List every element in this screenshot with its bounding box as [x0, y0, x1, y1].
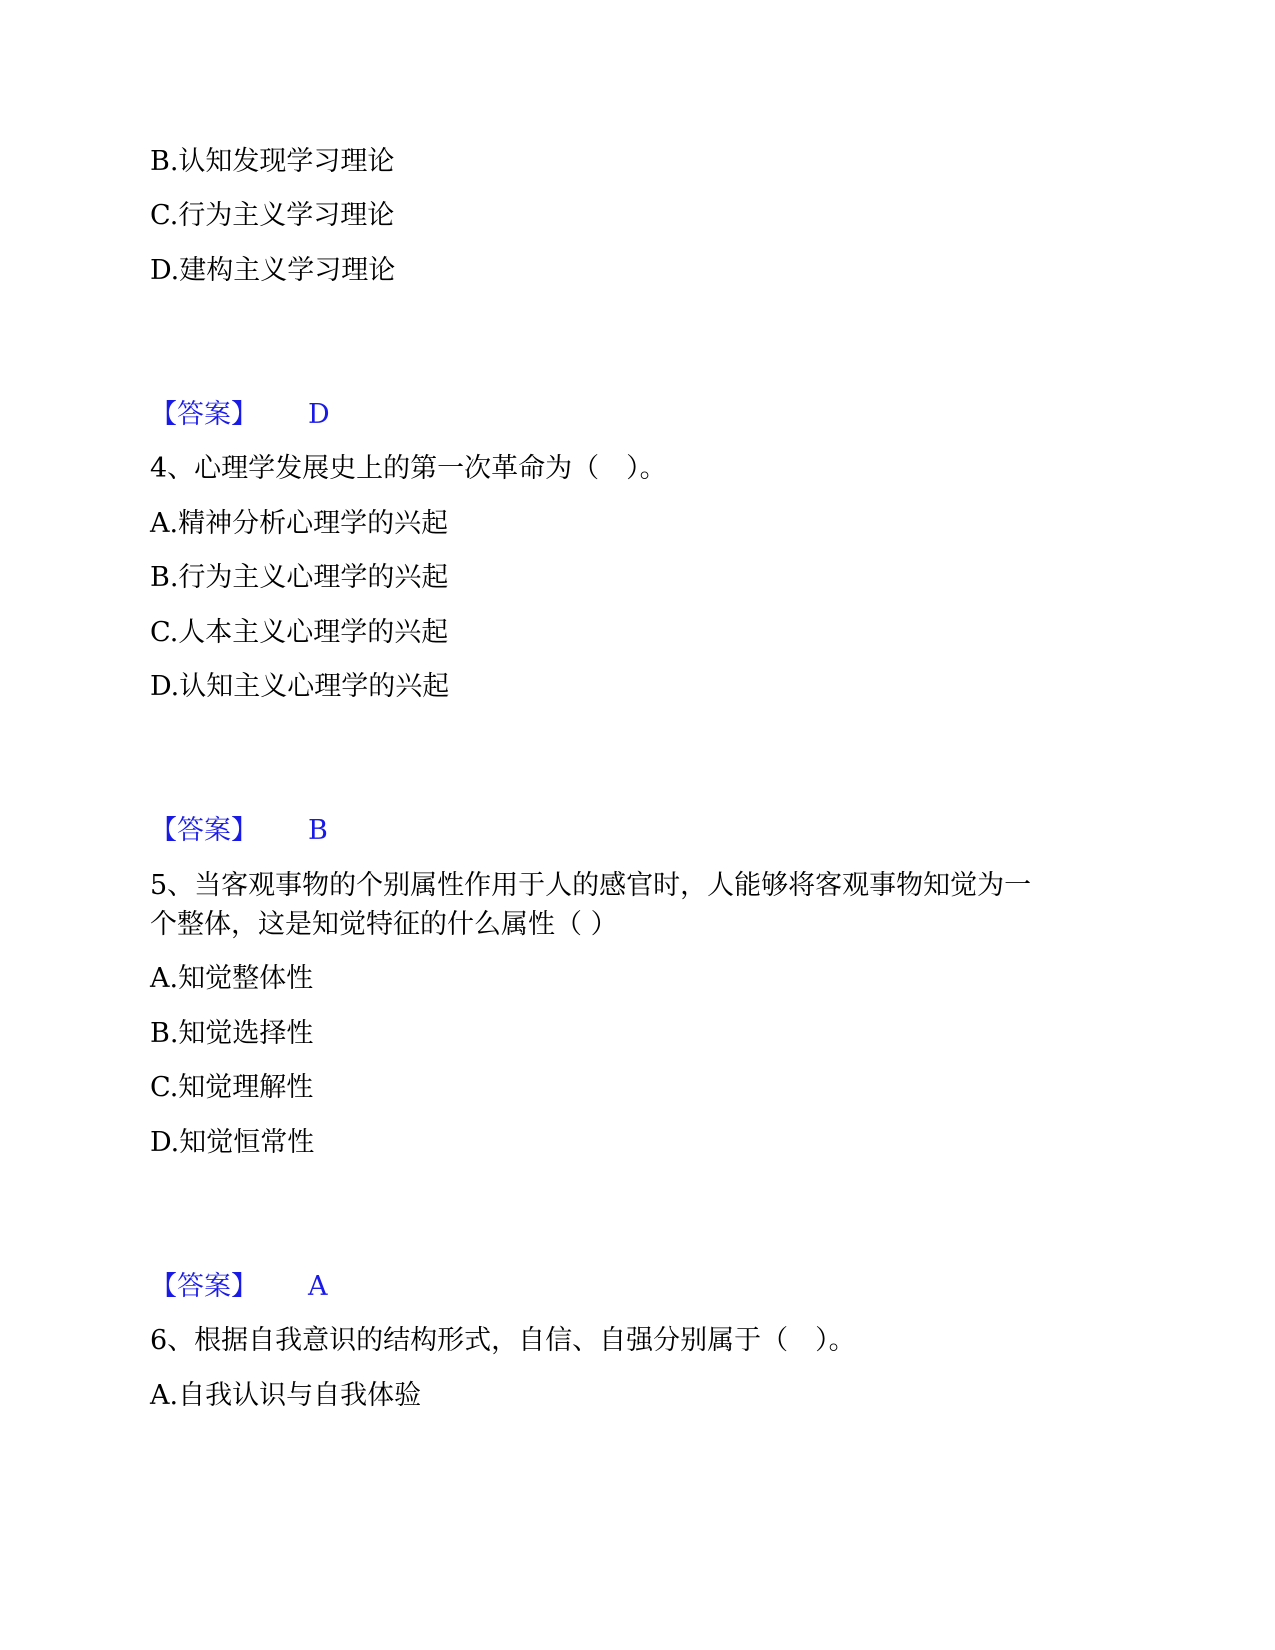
q4-option-d: D.认知主义心理学的兴起: [150, 671, 450, 702]
q4-option-a: A.精神分析心理学的兴起: [150, 508, 449, 539]
q3-option-b: B.认知发现学习理论: [150, 146, 395, 177]
q3-option-c: C.行为主义学习理论: [150, 200, 395, 231]
answer-label: 【答案】: [150, 1271, 258, 1302]
q4-option-b: B.行为主义心理学的兴起: [150, 562, 449, 593]
answer-label: 【答案】: [150, 815, 258, 846]
answer-value: A: [308, 1271, 328, 1302]
answer-label: 【答案】: [150, 399, 258, 430]
q4-answer: [150, 814, 328, 848]
q5-stem-line1: 5、当客观事物的个别属性作用于人的感官时，人能够将客观事物知觉为一: [150, 870, 1032, 901]
q5-option-c: C.知觉理解性: [150, 1072, 314, 1103]
q5-stem-line2: 个整体，这是知觉特征的什么属性（ ）: [150, 909, 618, 940]
q6-stem: 6、根据自我意识的结构形式，自信、自强分别属于（ ）。: [150, 1325, 856, 1356]
q5-option-a: A.知觉整体性: [150, 963, 314, 994]
answer-value: B: [308, 815, 328, 846]
q5-answer: [150, 1270, 328, 1304]
q5-option-b: B.知觉选择性: [150, 1018, 314, 1049]
answer-value: D: [308, 399, 330, 430]
q3-option-d: D.建构主义学习理论: [150, 255, 396, 286]
q5-option-d: D.知觉恒常性: [150, 1127, 315, 1158]
q6-option-a: A.自我认识与自我体验: [150, 1380, 422, 1411]
q4-option-c: C.人本主义心理学的兴起: [150, 617, 449, 648]
q3-answer: [150, 398, 330, 432]
q4-stem: 4、心理学发展史上的第一次革命为（ ）。: [150, 453, 667, 484]
